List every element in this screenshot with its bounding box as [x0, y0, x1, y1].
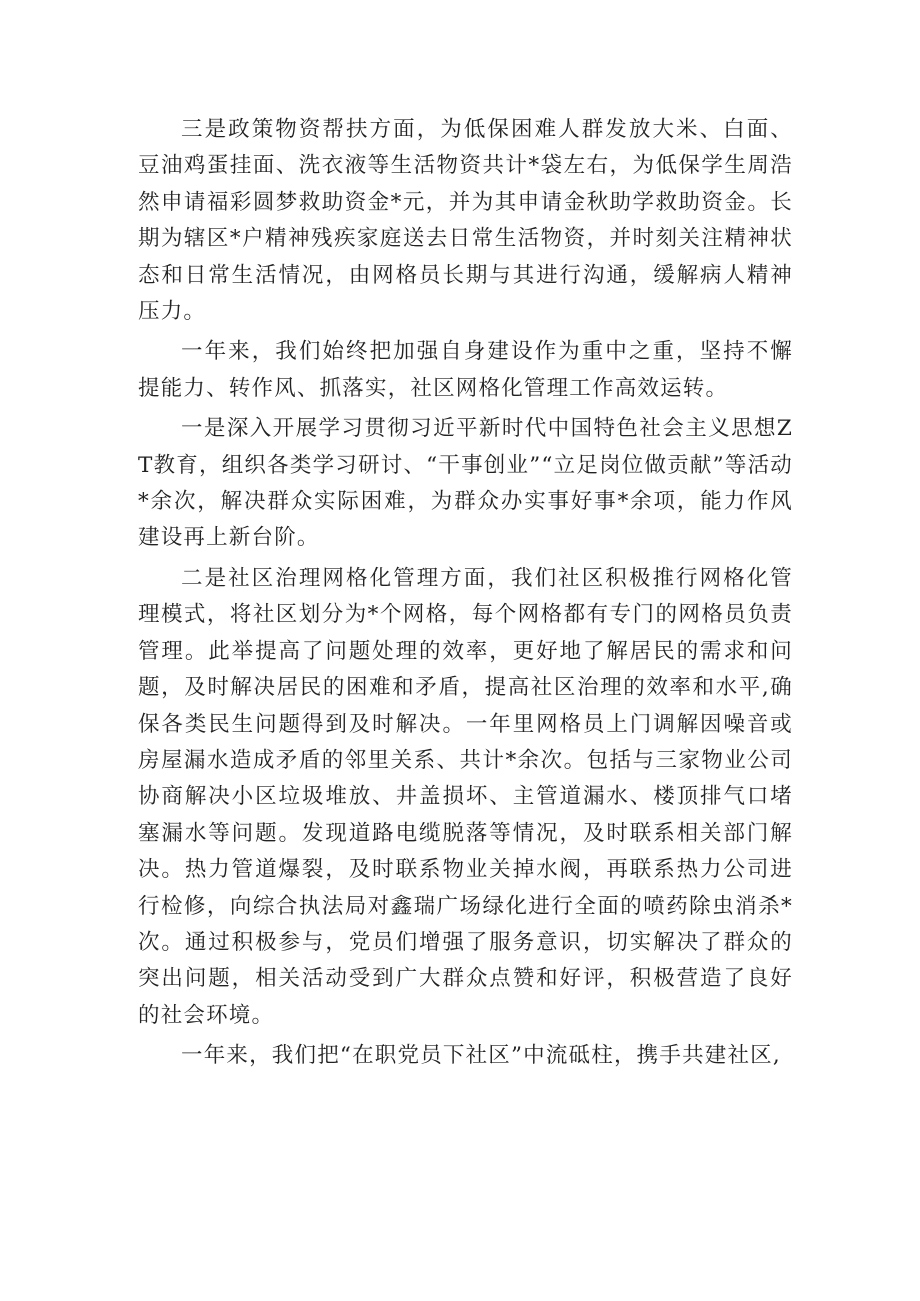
- paragraph-grid-governance: 二是社区治理网格化管理方面，我们社区积极推行网格化管理模式，将社区划分为*个网格，每个网格都有专门的网格员负责管理。此举提高了问题处理的效率，更好地了解居民的需求和问题，及时解决居民的困难和矛盾，提高社区治理的效率和水平,确保各类民生问题得到及时解决。一年里网格员上门调解因噪音或房屋漏水造成矛盾的邻里关系、共计*余次。包括与三家物业公司协商解决小区垃圾堆放、井盖损坏、主管道漏水、楼顶排气口堵塞漏水等问题。发现道路电缆脱落等情况，及时联系相关部门解决。热力管道爆裂，及时联系物业关掉水阀，再联系热力公司进行检修，向综合执法局对鑫瑞广场绿化进行全面的喷药除虫消杀*次。通过积极参与，党员们增强了服务意识，切实解决了群众的突出问题，相关活动受到广大群众点赞和好评，积极营造了良好的社会环境。: [138, 565, 793, 1028]
- paragraph-study-education: 一是深入开展学习贯彻习近平新时代中国特色社会主义思想ZT教育，组织各类学习研讨、“干事创业”“立足岗位做贡献”等活动*余次，解决群众实际困难，为群众办实事好事*余项，能力作风建设再上新台阶。: [138, 416, 793, 551]
- paragraph-party-members-community: 一年来，我们把“在职党员下社区”中流砥柱，携手共建社区,: [181, 1043, 781, 1069]
- document-body: [138, 112, 793, 1079]
- paragraph-policy-material-support: 三是政策物资帮扶方面，为低保困难人群发放大米、白面、豆油鸡蛋挂面、洗衣液等生活物资共计*袋左右，为低保学生周浩然申请福彩圆梦救助资金*元，并为其申请金秋助学救助资金。长期为辖区*户精神残疾家庭送去日常生活物资，并时刻关注精神状态和日常生活情况，由网格员长期与其进行沟通，缓解病人精神压力。: [138, 117, 793, 325]
- paragraph-self-construction: 一年来，我们始终把加强自身建设作为重中之重，坚持不懈提能力、转作风、抓落实，社区网格化管理工作高效运转。: [138, 339, 793, 401]
